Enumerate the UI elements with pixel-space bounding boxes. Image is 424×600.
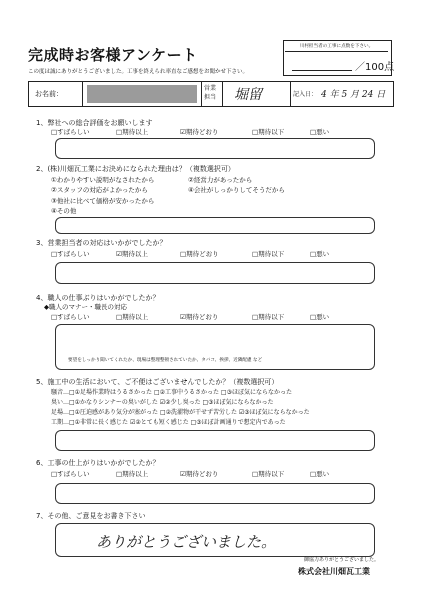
q3-option: □期待どおり — [180, 250, 219, 258]
q4-title: 4、職人の仕事ぶりはいかがでしたか？ — [36, 294, 160, 302]
q1-option: □すばらしい — [51, 128, 90, 136]
q5-comment-area — [55, 430, 375, 451]
q6-option: □期待以下 — [252, 470, 285, 478]
q2-option: ④その他 — [51, 207, 77, 215]
q5-title: 5、施工中の生活において、ご不便はございませんでしたか？（複数選択可） — [36, 378, 279, 386]
q3-option: □すばらしい — [51, 250, 90, 258]
q2-option: ③他社に比べて価格が安かったから — [51, 197, 155, 205]
name-label: お名前： — [35, 90, 63, 98]
q2-option: ②スタッフの対応がよかったから — [51, 186, 148, 194]
q2-option: ④会社がしっかりしてそうだから — [188, 186, 285, 194]
q4-option: □期待以下 — [252, 313, 285, 321]
q1-option-checked: ☑期待どおり — [180, 128, 219, 136]
q2-title: 2、(株)川畑瓦工業にお決めになられた理由は？（複数選択可） — [36, 165, 235, 173]
q1-comment-area — [55, 138, 375, 159]
date-label: 記入日： — [293, 91, 318, 98]
q2-option: ①わかりやすい説明がなされたから — [51, 176, 155, 184]
q1-option: □悪い — [310, 128, 330, 136]
date-handwritten: 4 年 5 月 24 日 — [321, 90, 386, 100]
info-divider — [82, 82, 83, 106]
q2-comment-area — [55, 217, 375, 234]
q1-option: □期待以上 — [116, 128, 149, 136]
q3-option: □悪い — [310, 250, 330, 258]
q6-option: □悪い — [310, 470, 330, 478]
score-value: ／100点 — [355, 62, 395, 73]
q4-subtitle: ◆職人のマナー・職長の対応 — [44, 303, 127, 311]
footer-thanks: 御協力ありがとうございました。 — [304, 557, 380, 563]
staff-label-1: 営業 — [204, 85, 217, 92]
q3-option-checked: ☑期待以上 — [116, 250, 148, 258]
q6-comment-area — [55, 483, 375, 504]
q6-option: □すばらしい — [51, 470, 90, 478]
q4-option: □悪い — [310, 313, 330, 321]
q1-option: □期待以下 — [252, 128, 285, 136]
score-underline — [292, 70, 352, 71]
info-divider — [222, 82, 223, 106]
q5-row-noise: 騒音…□①足場作業時はうるさかった □②工事中うるさかった □③ほぼ気にならなかった — [51, 389, 292, 396]
q7-handwritten-answer: ありがとうございました。 — [96, 533, 277, 551]
info-divider — [201, 82, 202, 106]
customer-info-box — [28, 81, 394, 107]
q6-title: 6、工事の仕上がりはいかがでしたか？ — [36, 459, 160, 467]
staff-label-2: 担当 — [204, 94, 217, 101]
score-box-label: 川村担当者の工事に点数を下さい。 — [285, 42, 388, 52]
redacted-name — [87, 85, 197, 103]
q5-row-scaffold: 足場…□①圧迫感があり気分が塞がった □②洗濯物が干せず苦労した ☑③ほぼ気にならなかった — [51, 409, 310, 416]
q6-option: □期待以上 — [116, 470, 149, 478]
q2-option: ②経営力があったから — [188, 176, 253, 184]
company-name: 株式会社川畑瓦工業 — [298, 567, 370, 576]
q3-option: □期待以下 — [252, 250, 285, 258]
info-divider — [290, 82, 291, 106]
q4-note: 要望をしっかり聞いてくれたか、現場は整理整頓されていたか、タバコ、挨拶、近隣配慮 など — [68, 358, 263, 363]
q5-row-smell: 臭い…□①かなりシンナーの臭いがした ☑②少し臭った □③ほぼ気にならなかった — [51, 399, 274, 406]
q6-option-checked: ☑期待どおり — [180, 470, 219, 478]
q4-option: □すばらしい — [51, 313, 90, 321]
q7-title: 7、その他、ご意見をお書き下さい — [36, 512, 146, 520]
q4-option: □期待以上 — [116, 313, 149, 321]
staff-name-handwritten: 堀留 — [234, 87, 262, 103]
q4-option-checked: ☑期待どおり — [180, 313, 219, 321]
page-title: 完成時お客様アンケート — [28, 46, 198, 64]
q3-comment-area — [55, 262, 375, 284]
q1-title: 1、弊社への総合評価をお願いします — [36, 119, 153, 127]
q5-row-duration: 工期…□①非常に長く感じた ☑②とても短く感じた □③ほぼ計画通りで想定内であった — [51, 419, 286, 426]
intro-text: この度は誠にありがとうございました。工事を終えられ率直なご感想をお聞かせ下さい。 — [28, 69, 249, 75]
q3-title: 3、営業担当者の対応はいかがでしたか？ — [36, 239, 167, 247]
